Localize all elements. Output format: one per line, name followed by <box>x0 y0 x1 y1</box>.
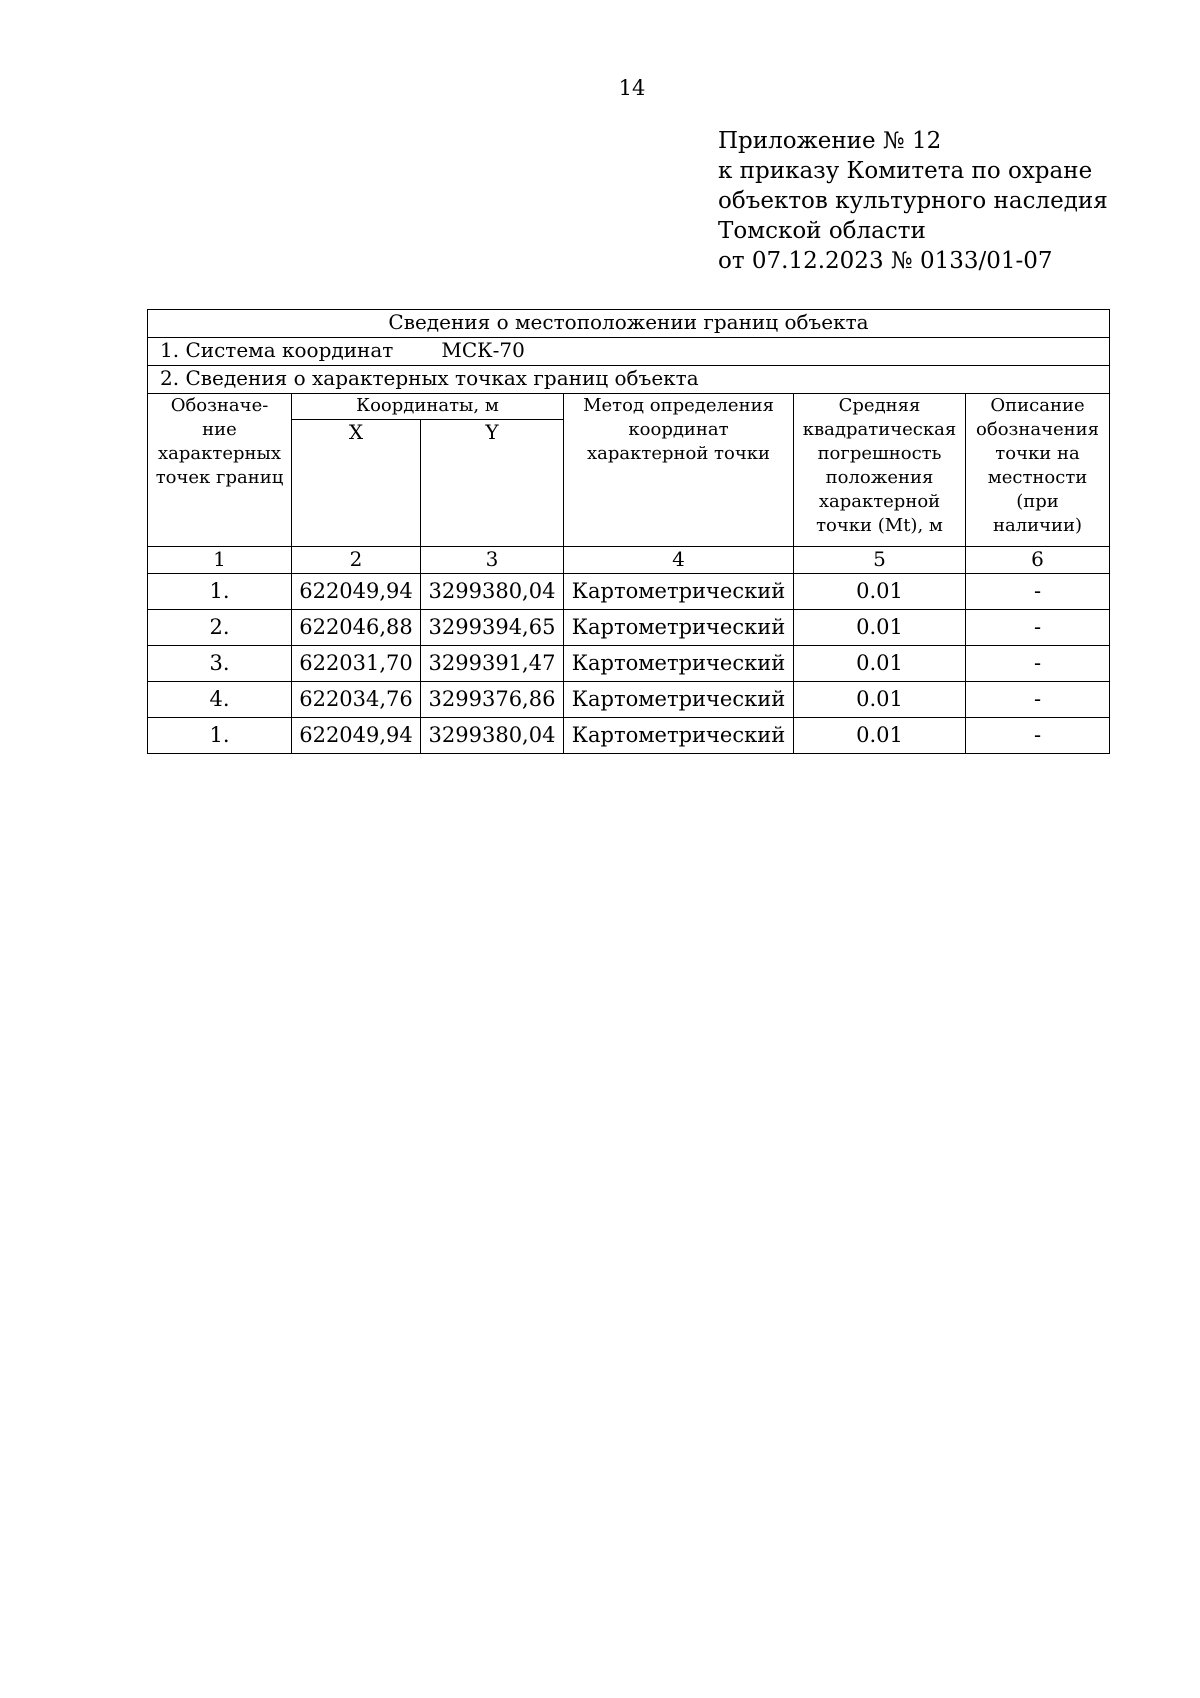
page-number: 14 <box>618 76 646 100</box>
x-cell: 622031,70 <box>292 646 421 682</box>
method-cell: Картометрический <box>564 610 794 646</box>
error-cell: 0.01 <box>794 574 966 610</box>
appendix-line: объектов культурного наследия <box>718 188 1108 214</box>
header-x: X <box>292 420 421 547</box>
column-number: 5 <box>794 547 966 574</box>
header-coordinates: Координаты, м <box>292 394 564 420</box>
method-cell: Картометрический <box>564 682 794 718</box>
point-cell: 2. <box>148 610 292 646</box>
column-number: 2 <box>292 547 421 574</box>
column-number: 1 <box>148 547 292 574</box>
point-cell: 3. <box>148 646 292 682</box>
y-cell: 3299380,04 <box>421 574 564 610</box>
table-row <box>148 610 1110 646</box>
point-cell: 1. <box>148 718 292 754</box>
error-cell: 0.01 <box>794 646 966 682</box>
coord-system-label: 1. Система координат <box>160 338 394 362</box>
method-cell: Картометрический <box>564 718 794 754</box>
method-cell: Картометрический <box>564 574 794 610</box>
x-cell: 622049,94 <box>292 574 421 610</box>
appendix-line: Томской области <box>718 218 926 244</box>
method-cell: Картометрический <box>564 646 794 682</box>
table-row <box>148 574 1110 610</box>
y-cell: 3299376,86 <box>421 682 564 718</box>
description-cell: - <box>966 718 1110 754</box>
coord-system-value: МСК-70 <box>441 338 525 362</box>
appendix-line: от 07.12.2023 № 0133/01-07 <box>718 248 1053 274</box>
header-y: Y <box>421 420 564 547</box>
x-cell: 622046,88 <box>292 610 421 646</box>
error-cell: 0.01 <box>794 718 966 754</box>
appendix-header <box>718 126 1108 276</box>
y-cell: 3299391,47 <box>421 646 564 682</box>
section-2-title: 2. Сведения о характерных точках границ объекта <box>148 366 1110 394</box>
appendix-line: к приказу Комитета по охране <box>718 158 1093 184</box>
header-error: Средняя квадратическая погрешность положения характерной точки (Mt), м <box>794 394 966 547</box>
table-title: Сведения о местоположении границ объекта <box>148 310 1110 338</box>
boundary-table <box>147 309 1110 754</box>
error-cell: 0.01 <box>794 610 966 646</box>
y-cell: 3299394,65 <box>421 610 564 646</box>
header-designation: Обозначе- ние характерных точек границ <box>148 394 292 547</box>
x-cell: 622034,76 <box>292 682 421 718</box>
coord-system-row <box>148 338 1110 366</box>
point-cell: 1. <box>148 574 292 610</box>
description-cell: - <box>966 574 1110 610</box>
description-cell: - <box>966 610 1110 646</box>
y-cell: 3299380,04 <box>421 718 564 754</box>
header-method: Метод определения координат характерной точки <box>564 394 794 547</box>
description-cell: - <box>966 682 1110 718</box>
x-cell: 622049,94 <box>292 718 421 754</box>
header-description: Описание обозначения точки на местности (при наличии) <box>966 394 1110 547</box>
column-number: 4 <box>564 547 794 574</box>
error-cell: 0.01 <box>794 682 966 718</box>
column-number: 6 <box>966 547 1110 574</box>
description-cell: - <box>966 646 1110 682</box>
point-cell: 4. <box>148 682 292 718</box>
table-row <box>148 718 1110 754</box>
appendix-line: Приложение № 12 <box>718 128 942 154</box>
table-row <box>148 646 1110 682</box>
table-row <box>148 682 1110 718</box>
column-number: 3 <box>421 547 564 574</box>
